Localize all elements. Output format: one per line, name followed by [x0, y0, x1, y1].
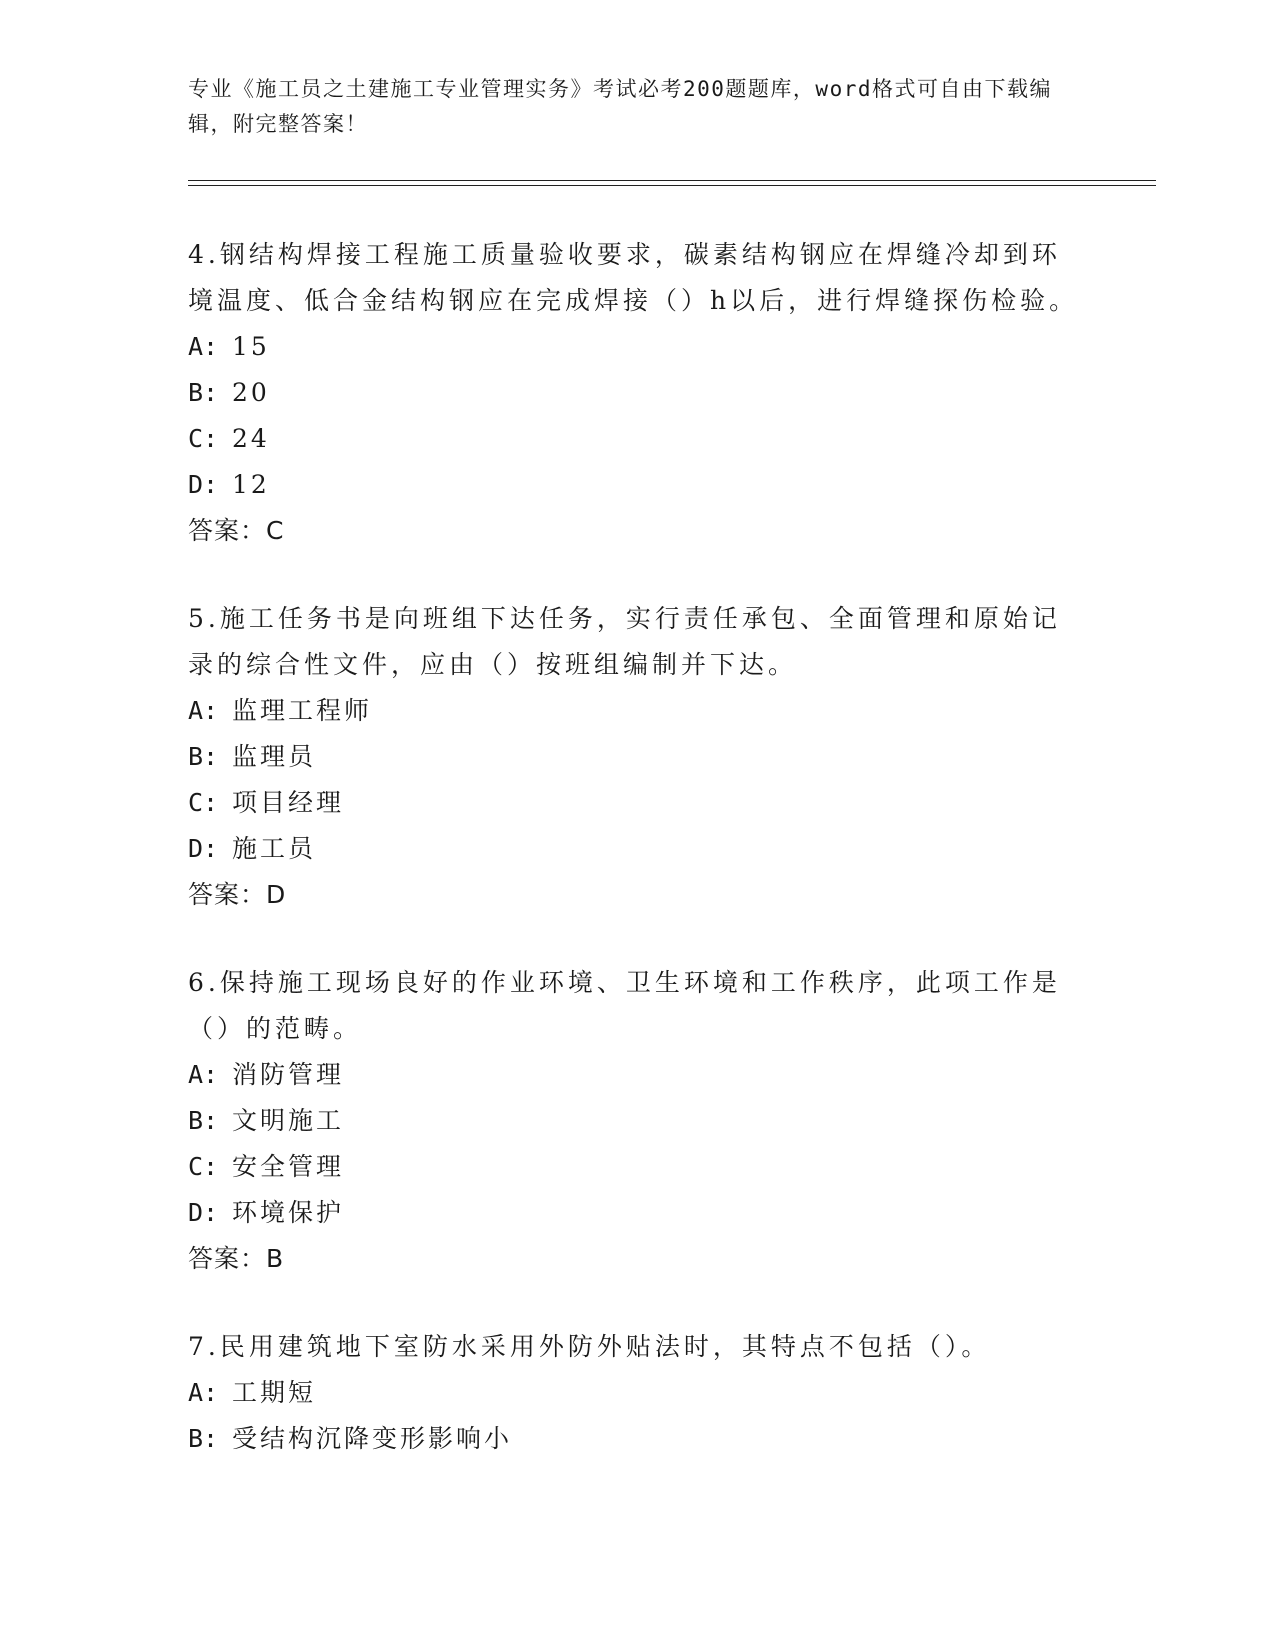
option-b	[188, 1098, 1088, 1144]
question-6	[188, 960, 1088, 1282]
option-text: 环境保护	[232, 1198, 345, 1227]
option-letter: C:	[188, 1152, 219, 1181]
question-5	[188, 596, 1088, 918]
header-divider-bottom	[188, 185, 1156, 186]
answer-line: 答案：D	[188, 880, 287, 909]
option-text: 监理工程师	[232, 696, 373, 725]
option-letter: A:	[188, 1378, 219, 1407]
option-d	[188, 826, 1088, 872]
option-b	[188, 734, 1088, 780]
question-stem: 5.施工任务书是向班组下达任务，实行责任承包、全面管理和原始记录的综合性文件，应由（）按班组编制并下达。	[188, 604, 1061, 679]
option-d	[188, 1190, 1088, 1236]
answer-line: 答案：C	[188, 516, 285, 545]
answer-line: 答案：B	[188, 1244, 285, 1273]
option-letter: B:	[188, 1106, 219, 1135]
option-text: 监理员	[232, 742, 317, 771]
document-intro: 专业《施工员之土建施工专业管理实务》考试必考200题题库，word格式可自由下载编辑，附完整答案！	[188, 77, 1052, 136]
option-text: 安全管理	[232, 1152, 345, 1181]
option-text: 15	[232, 332, 270, 361]
option-text: 工期短	[232, 1378, 317, 1407]
option-a	[188, 688, 1088, 734]
option-letter: C:	[188, 424, 219, 453]
option-c	[188, 780, 1088, 826]
option-letter: B:	[188, 742, 219, 771]
option-letter: A:	[188, 332, 219, 361]
option-letter: D:	[188, 470, 219, 499]
question-7	[188, 1324, 1088, 1462]
option-text: 20	[232, 378, 270, 407]
option-b	[188, 1416, 1088, 1462]
option-d	[188, 462, 1088, 508]
option-text: 项目经理	[232, 788, 345, 817]
option-text: 施工员	[232, 834, 317, 863]
option-a	[188, 1052, 1088, 1098]
option-text: 文明施工	[232, 1106, 345, 1135]
question-stem: 4.钢结构焊接工程施工质量验收要求，碳素结构钢应在焊缝冷却到环境温度、低合金结构钢应在完成焊接（）h以后，进行焊缝探伤检验。	[188, 240, 1079, 315]
option-a	[188, 324, 1088, 370]
option-letter: B:	[188, 378, 219, 407]
option-letter: B:	[188, 1424, 219, 1453]
option-text: 消防管理	[232, 1060, 345, 1089]
option-letter: D:	[188, 834, 219, 863]
question-stem: 7.民用建筑地下室防水采用外防外贴法时，其特点不包括（）。	[188, 1332, 991, 1361]
question-4	[188, 232, 1088, 554]
option-letter: A:	[188, 1060, 219, 1089]
question-stem: 6.保持施工现场良好的作业环境、卫生环境和工作秩序，此项工作是（）的范畴。	[188, 968, 1061, 1043]
option-text: 12	[232, 470, 270, 499]
option-letter: C:	[188, 788, 219, 817]
option-text: 受结构沉降变形影响小	[232, 1424, 513, 1453]
option-text: 24	[232, 424, 270, 453]
option-letter: A:	[188, 696, 219, 725]
option-a	[188, 1370, 1088, 1416]
header-divider-top	[188, 180, 1156, 181]
option-c	[188, 1144, 1088, 1190]
option-c	[188, 416, 1088, 462]
option-b	[188, 370, 1088, 416]
option-letter: D:	[188, 1198, 219, 1227]
